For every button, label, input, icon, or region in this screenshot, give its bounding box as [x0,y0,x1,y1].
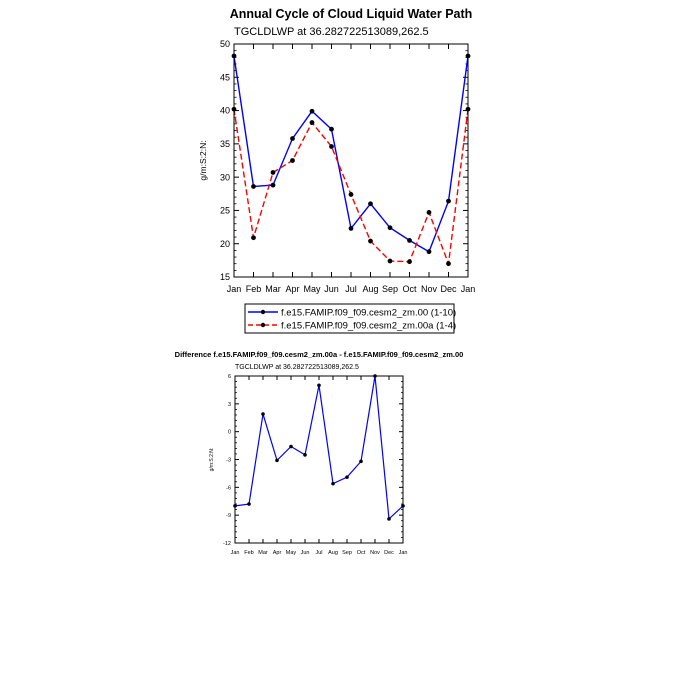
data-point [345,475,349,479]
x-tick-label: Jan [460,284,476,294]
data-point [290,158,295,163]
y-tick-label: 50 [219,39,230,50]
y-tick-label: -3 [226,457,231,464]
data-point [271,170,276,175]
x-tick-label: Apr [285,284,300,294]
y-tick-label: 15 [219,272,230,283]
data-point [388,225,393,230]
x-tick-label: Mar [258,550,268,556]
data-point [310,109,315,114]
y-tick-label: -12 [223,540,231,547]
y-axis-label: g/m:S:2:N: [209,447,215,472]
data-point [247,502,251,506]
chart-title: Difference f.e15.FAMIP.f09_f09.cesm2_zm.00a - f.e15.FAMIP.f09_f09.cesm2_zm.00 [174,350,464,359]
y-tick-label: 35 [219,139,230,150]
y-tick-label: 30 [219,172,230,183]
data-point [427,249,432,254]
x-tick-label: Jul [345,284,357,294]
x-tick-label: Dec [440,284,457,294]
data-point [349,192,354,197]
data-point [317,383,321,387]
y-tick-label: -9 [226,513,231,520]
x-tick-label: Jul [315,550,323,556]
data-point [407,259,412,264]
x-tick-label: Feb [245,284,262,294]
y-tick-label: -6 [226,485,231,492]
chart-title: Annual Cycle of Cloud Liquid Water Path [229,7,473,21]
data-point [359,460,363,464]
data-point [368,239,373,244]
x-tick-label: May [303,284,321,294]
x-tick-label: Feb [244,550,254,556]
x-tick-label: Oct [356,550,366,556]
data-point [349,226,354,231]
x-tick-label: Mar [265,284,281,294]
data-point [271,183,276,188]
y-tick-label: 6 [227,373,231,380]
data-point [387,517,391,521]
data-point [446,261,451,266]
x-tick-label: Jan [226,284,242,294]
chart-subtitle: TGCLDLWP at 36.282722513089,262.5 [234,26,429,38]
y-tick-label: 25 [219,205,230,216]
y-tick-label: 45 [219,72,230,83]
y-axis-label: g/m:S:2:N: [198,140,208,181]
data-point [290,136,295,141]
legend-marker-1 [261,323,265,327]
legend-label-0: f.e15.FAMIP.f09_f09.cesm2_zm.00 (1-10) [281,307,457,319]
data-point [368,201,373,206]
y-tick-label: 40 [219,105,230,116]
legend-label-1: f.e15.FAMIP.f09_f09.cesm2_zm.00a (1-4) [281,320,457,332]
data-point [310,120,315,125]
x-tick-label: Jan [230,550,240,556]
data-point [289,445,293,449]
legend-marker-0 [261,310,265,314]
x-tick-label: Aug [328,550,338,556]
data-point [275,459,279,463]
data-point [331,482,335,486]
x-tick-label: Nov [370,550,380,556]
x-tick-label: Jun [300,550,310,556]
x-tick-label: Dec [384,550,394,556]
x-tick-label: Sep [381,284,399,294]
x-tick-label: May [285,550,297,556]
x-tick-label: Nov [420,284,438,294]
chart-annual-cycle [198,7,475,333]
x-tick-label: Jan [398,550,408,556]
x-tick-label: Sep [342,550,352,556]
x-tick-label: Aug [362,284,379,294]
data-point [251,184,256,189]
y-tick-label: 20 [219,238,230,249]
series-line-0 [235,376,403,519]
x-tick-label: Jun [324,284,339,294]
data-point [329,127,334,132]
data-point [446,199,451,204]
data-point [251,235,256,240]
data-point [329,144,334,149]
chart-subtitle: TGCLDLWP at 36.282722513089,262.5 [235,364,359,371]
data-point [427,210,432,215]
chart-difference [175,350,464,556]
data-point [261,412,265,416]
data-point [303,453,307,457]
x-tick-label: Apr [272,550,282,556]
y-tick-label: 3 [227,401,231,408]
x-tick-label: Oct [402,284,417,294]
data-point [407,238,412,243]
data-point [388,259,393,264]
y-tick-label: 0 [227,429,231,436]
